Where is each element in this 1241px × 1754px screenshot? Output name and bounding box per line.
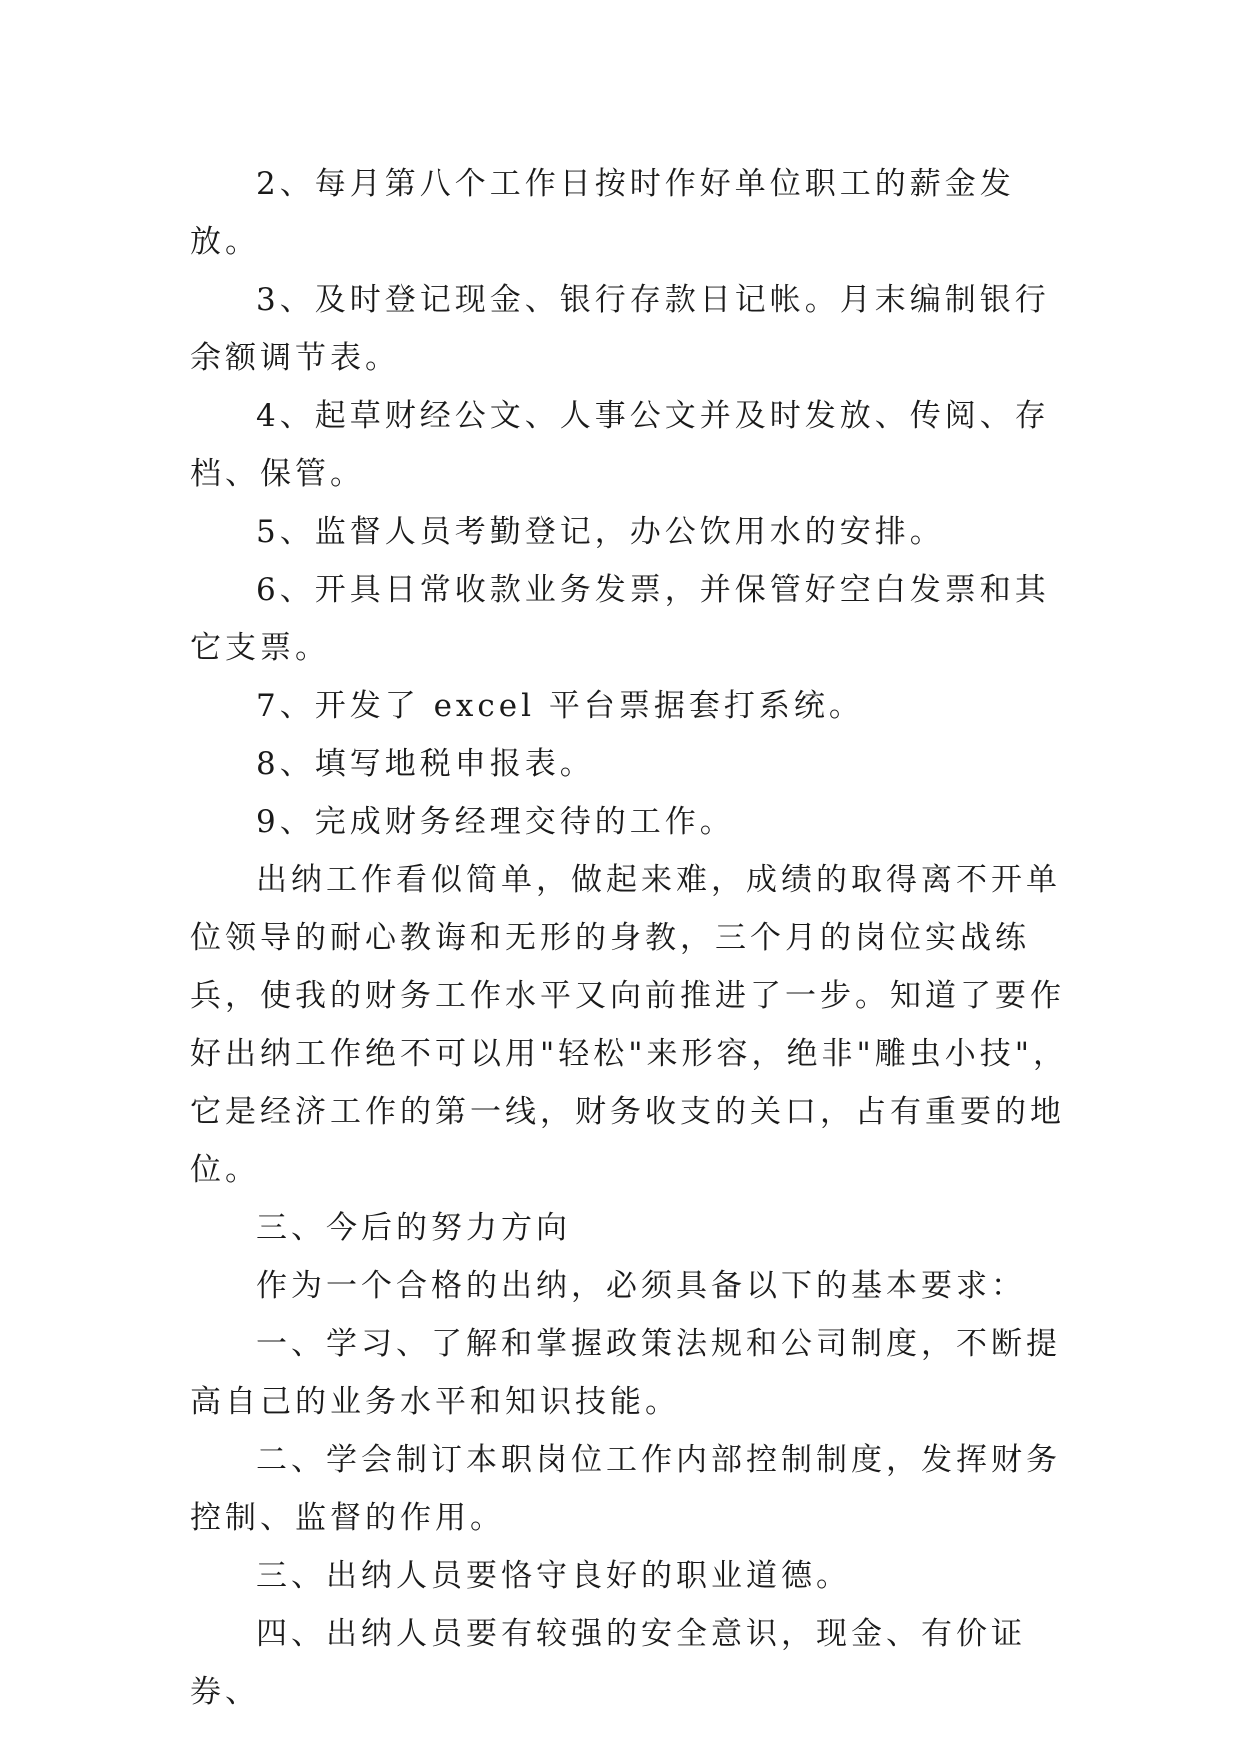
paragraph-requirement-2: 二、学会制订本职岗位工作内部控制制度，发挥财务控制、监督的作用。 [190,1442,1061,1536]
paragraph-requirements-intro: 作为一个合格的出纳，必须具备以下的基本要求： [256,1268,1026,1304]
paragraph-item-4-documents: 4、起草财经公文、人事公文并及时发放、传阅、存档、保管。 [190,398,1050,492]
paragraph-item-6-invoices: 6、开具日常收款业务发票，并保管好空白发票和其它支票。 [190,572,1050,666]
paragraph-requirement-3: 三、出纳人员要恪守良好的职业道德。 [256,1558,851,1594]
paragraph-item-8-tax: 8、填写地税申报表。 [256,746,595,782]
paragraph-item-9-tasks: 9、完成财务经理交待的工作。 [256,804,735,840]
section-heading-future-direction: 三、今后的努力方向 [256,1210,571,1246]
paragraph-item-3-ledger: 3、及时登记现金、银行存款日记帐。月末编制银行余额调节表。 [190,282,1050,376]
paragraph-cashier-summary: 出纳工作看似简单，做起来难，成绩的取得离不开单位领导的耐心教诲和无形的身教，三个月的岗位实战练兵，使我的财务工作水平又向前推进了一步。知道了要作好出纳工作绝不可以用"轻松"来形容，绝非"雕虫小技"，它是经济工作的第一线，财务收支的关口，占有重要的地位。 [190,862,1069,1188]
document-body [190,155,1080,1721]
paragraph-requirement-4: 四、出纳人员要有较强的安全意识，现金、有价证券、 [190,1616,1026,1710]
paragraph-item-7-excel: 7、开发了 excel 平台票据套打系统。 [256,688,864,724]
paragraph-item-2-salary: 2、每月第八个工作日按时作好单位职工的薪金发放。 [190,166,1015,260]
paragraph-requirement-1: 一、学习、了解和掌握政策法规和公司制度，不断提高自己的业务水平和知识技能。 [190,1326,1061,1420]
paragraph-item-5-attendance: 5、监督人员考勤登记，办公饮用水的安排。 [256,514,945,550]
